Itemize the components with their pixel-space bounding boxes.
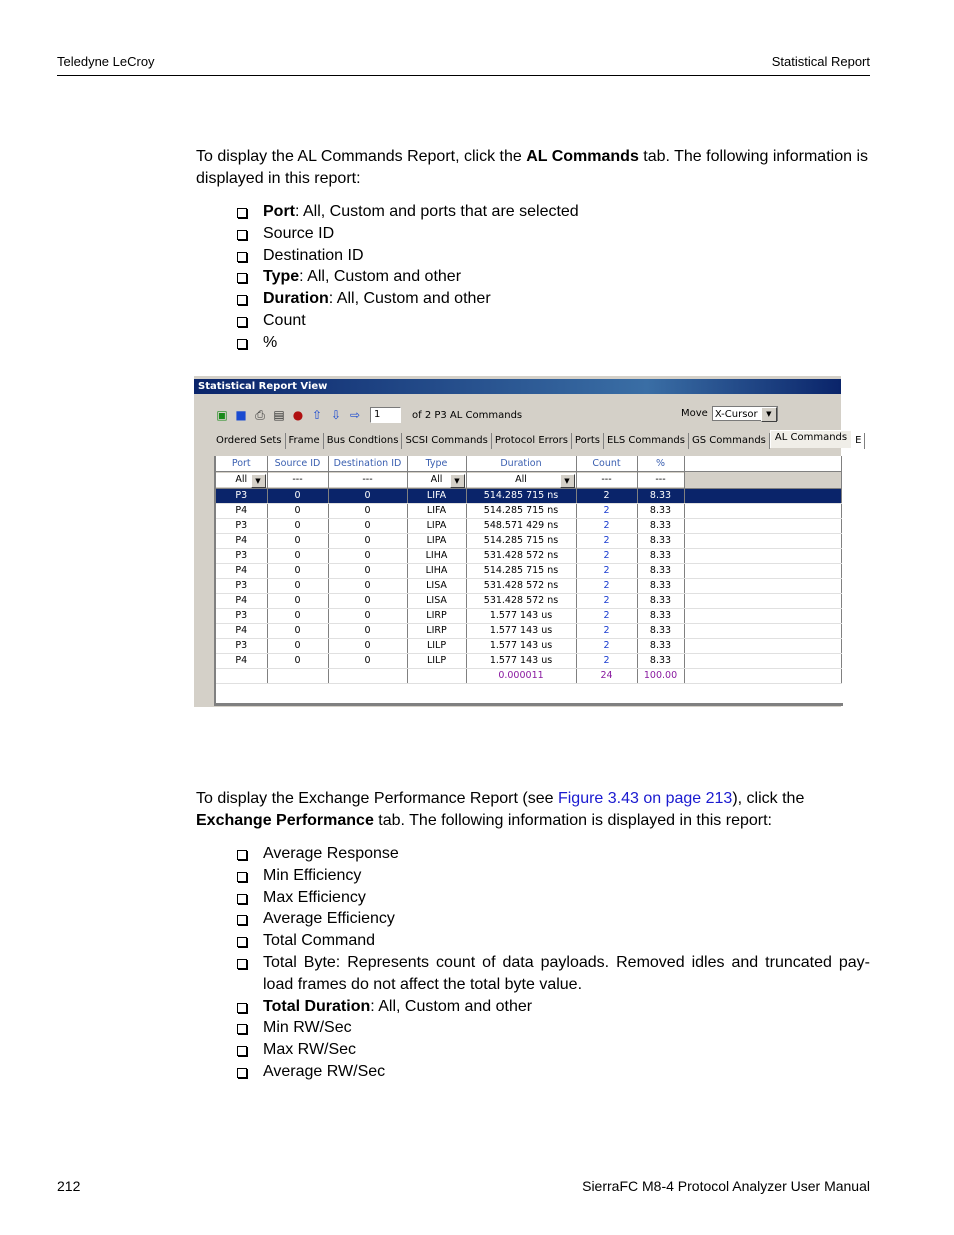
table-cell: 8.33 bbox=[637, 594, 684, 609]
checkbox-bullet-icon bbox=[237, 1024, 247, 1034]
filter-row bbox=[216, 472, 841, 489]
table-cell: 2 bbox=[576, 504, 637, 519]
al-commands-table bbox=[216, 456, 842, 684]
table-cell: LIHA bbox=[407, 564, 466, 579]
tab-ordered-sets[interactable]: Ordered Sets bbox=[213, 433, 286, 449]
tab-bus-condtions[interactable]: Bus Condtions bbox=[324, 433, 403, 449]
table-row[interactable] bbox=[216, 564, 841, 579]
list-item-text: : All, Custom and other bbox=[328, 290, 491, 308]
table-cell: 2 bbox=[576, 549, 637, 564]
table-cell: 548.571 429 ns bbox=[466, 519, 576, 534]
checkbox-bullet-icon bbox=[237, 872, 247, 882]
table-cell: 0 bbox=[328, 654, 407, 669]
table-cell: 2 bbox=[576, 609, 637, 624]
table-cell: 8.33 bbox=[637, 489, 684, 504]
table-cell: P3 bbox=[216, 489, 267, 504]
table-cell-empty bbox=[684, 504, 841, 519]
table-cell: LILP bbox=[407, 654, 466, 669]
checkbox-bullet-icon bbox=[237, 1003, 247, 1013]
chevron-down-icon[interactable]: ▼ bbox=[761, 407, 777, 422]
table-cell: 531.428 572 ns bbox=[466, 549, 576, 564]
list-item bbox=[237, 266, 877, 288]
table-cell: 2 bbox=[576, 594, 637, 609]
table-cell: 0 bbox=[328, 549, 407, 564]
checkbox-bullet-icon bbox=[237, 339, 247, 349]
table-cell: P4 bbox=[216, 594, 267, 609]
total-cell bbox=[216, 669, 267, 684]
checkbox-bullet-icon bbox=[237, 317, 247, 327]
arrow-right-icon[interactable]: ⇨ bbox=[349, 408, 361, 422]
table-row[interactable] bbox=[216, 549, 841, 564]
tab-gs-commands[interactable]: GS Commands bbox=[689, 433, 770, 449]
exchange-intro-bold: Exchange Performance bbox=[196, 812, 374, 829]
table-cell: 0 bbox=[328, 579, 407, 594]
tab-els-commands[interactable]: ELS Commands bbox=[604, 433, 689, 449]
list-item-text: Max RW/Sec bbox=[263, 1041, 357, 1059]
table-header-row bbox=[216, 456, 841, 472]
filter-select[interactable] bbox=[408, 473, 466, 487]
checkbox-bullet-icon bbox=[237, 273, 247, 283]
statistical-report-window bbox=[194, 376, 862, 707]
list-item-text: Average Efficiency bbox=[263, 910, 395, 928]
table-cell: LIRP bbox=[407, 624, 466, 639]
filter-select[interactable] bbox=[329, 473, 407, 487]
list-item bbox=[237, 952, 870, 996]
export-icon[interactable]: ▣ bbox=[216, 408, 228, 422]
table-cell: P3 bbox=[216, 609, 267, 624]
list-item-text: Count bbox=[263, 311, 306, 329]
table-cell: 0 bbox=[328, 489, 407, 504]
column-header[interactable]: Destination ID bbox=[328, 456, 407, 472]
checkbox-bullet-icon bbox=[237, 295, 247, 305]
list-item bbox=[237, 332, 877, 354]
table-cell: 2 bbox=[576, 654, 637, 669]
table-cell: 514.285 715 ns bbox=[466, 489, 576, 504]
column-header-empty bbox=[684, 456, 841, 472]
list-item bbox=[237, 1017, 870, 1039]
table-cell: 0 bbox=[267, 489, 328, 504]
list-item-text: : All, Custom and other bbox=[299, 268, 462, 286]
checkbox-bullet-icon bbox=[237, 894, 247, 904]
total-cell bbox=[407, 669, 466, 684]
list-item bbox=[237, 245, 877, 267]
table-cell: 0 bbox=[328, 564, 407, 579]
move-label: Move bbox=[681, 408, 708, 419]
table-row[interactable] bbox=[216, 519, 841, 534]
filter-value: --- bbox=[601, 474, 612, 485]
header-section-title: Statistical Report bbox=[771, 54, 870, 69]
table-cell: 2 bbox=[576, 534, 637, 549]
table-cell: 2 bbox=[576, 519, 637, 534]
table-cell: 8.33 bbox=[637, 534, 684, 549]
table-cell: 0 bbox=[328, 594, 407, 609]
checkbox-bullet-icon bbox=[237, 937, 247, 947]
table-cell: 0 bbox=[328, 534, 407, 549]
table-cell: 0 bbox=[267, 639, 328, 654]
filter-select[interactable] bbox=[467, 473, 576, 487]
al-bullet-list bbox=[237, 201, 877, 354]
list-item-text: Min RW/Sec bbox=[263, 1019, 352, 1037]
table-cell: 0 bbox=[267, 624, 328, 639]
toolbar bbox=[214, 406, 522, 424]
table-cell: 1.577 143 us bbox=[466, 654, 576, 669]
list-item-text: Total Command bbox=[263, 932, 376, 950]
filter-cell bbox=[267, 472, 328, 489]
table-row[interactable] bbox=[216, 654, 841, 669]
table-cell-empty bbox=[684, 654, 841, 669]
list-item bbox=[237, 310, 877, 332]
filter-cell bbox=[466, 472, 576, 489]
table-cell: P3 bbox=[216, 519, 267, 534]
column-header[interactable]: Count bbox=[576, 456, 637, 472]
table-cell-empty bbox=[684, 639, 841, 654]
chevron-down-icon[interactable]: ▼ bbox=[450, 474, 465, 488]
exchange-intro-paragraph bbox=[196, 788, 876, 832]
list-item bbox=[237, 887, 870, 909]
table-row[interactable] bbox=[216, 504, 841, 519]
list-item-text: Average RW/Sec bbox=[263, 1062, 386, 1080]
filter-cell bbox=[216, 472, 267, 489]
list-item-text: : All, Custom and ports that are selected bbox=[295, 203, 579, 220]
tab-e[interactable]: E bbox=[852, 433, 865, 449]
save-icon[interactable]: ■ bbox=[235, 408, 247, 422]
table-cell: 0 bbox=[267, 504, 328, 519]
total-cell bbox=[328, 669, 407, 684]
arrow-up-icon[interactable]: ⇧ bbox=[311, 408, 323, 422]
table-cell: P4 bbox=[216, 534, 267, 549]
chevron-down-icon[interactable]: ▼ bbox=[560, 474, 575, 488]
table-cell: 0 bbox=[328, 504, 407, 519]
table-cell: 2 bbox=[576, 639, 637, 654]
table-cell: 514.285 715 ns bbox=[466, 564, 576, 579]
table-row[interactable] bbox=[216, 489, 841, 504]
table-cell: 0 bbox=[328, 624, 407, 639]
table-cell: 2 bbox=[576, 489, 637, 504]
table-cell: 0 bbox=[267, 579, 328, 594]
table-cell: 0 bbox=[267, 549, 328, 564]
filter-value: --- bbox=[655, 474, 666, 485]
total-cell: 0.000011 bbox=[466, 669, 576, 684]
filter-cell bbox=[576, 472, 637, 489]
table-cell: LIHA bbox=[407, 549, 466, 564]
table-cell-empty bbox=[684, 534, 841, 549]
move-select-value: X-Cursor bbox=[714, 409, 758, 420]
table-cell: 0 bbox=[267, 594, 328, 609]
filter-select[interactable] bbox=[216, 473, 267, 487]
list-item bbox=[237, 843, 870, 865]
header-company: Teledyne LeCroy bbox=[57, 54, 155, 69]
total-cell-empty bbox=[684, 669, 841, 684]
figure-link[interactable]: Figure 3.43 on page 213 bbox=[557, 790, 733, 807]
total-row bbox=[216, 669, 841, 684]
table-row[interactable] bbox=[216, 609, 841, 624]
list-item-text: Destination ID bbox=[263, 246, 364, 264]
total-cell: 24 bbox=[576, 669, 637, 684]
table-cell: 8.33 bbox=[637, 549, 684, 564]
tab-scsi-commands[interactable]: SCSI Commands bbox=[402, 433, 491, 449]
table-cell: 8.33 bbox=[637, 504, 684, 519]
table-cell: LILP bbox=[407, 639, 466, 654]
table-cell: P3 bbox=[216, 549, 267, 564]
filter-value: --- bbox=[362, 474, 373, 485]
checkbox-bullet-icon bbox=[237, 1068, 247, 1078]
table-cell: 531.428 572 ns bbox=[466, 594, 576, 609]
table-cell: 0 bbox=[328, 519, 407, 534]
table-cell: LIRP bbox=[407, 609, 466, 624]
list-item-text: Source ID bbox=[263, 224, 335, 242]
list-item-term: Total Duration bbox=[263, 997, 371, 1015]
checkbox-bullet-icon bbox=[237, 208, 247, 218]
list-item bbox=[237, 865, 870, 887]
list-item-text: % bbox=[263, 333, 278, 351]
move-control bbox=[681, 406, 778, 421]
column-header[interactable]: Type bbox=[407, 456, 466, 472]
table-row[interactable] bbox=[216, 534, 841, 549]
table-row[interactable] bbox=[216, 624, 841, 639]
checkbox-bullet-icon bbox=[237, 1046, 247, 1056]
list-item-text: Average Response bbox=[263, 845, 399, 862]
checkbox-bullet-icon bbox=[237, 850, 247, 860]
filter-cell bbox=[328, 472, 407, 489]
report-grid bbox=[214, 456, 843, 706]
table-row[interactable] bbox=[216, 594, 841, 609]
list-item-term: Duration bbox=[263, 290, 329, 308]
tab-frame[interactable]: Frame bbox=[286, 433, 324, 449]
filter-value: All bbox=[515, 474, 527, 485]
al-intro-paragraph bbox=[196, 146, 876, 190]
table-cell: LIFA bbox=[407, 489, 466, 504]
table-cell: 2 bbox=[576, 564, 637, 579]
exchange-bullet-list bbox=[237, 843, 870, 1083]
color-palette-icon[interactable]: ● bbox=[292, 408, 304, 422]
table-cell-empty bbox=[684, 594, 841, 609]
header-rule bbox=[57, 75, 870, 76]
table-cell: 2 bbox=[576, 579, 637, 594]
table-cell: P4 bbox=[216, 624, 267, 639]
list-item bbox=[237, 996, 870, 1018]
print-icon[interactable]: ⎙ bbox=[255, 408, 265, 422]
al-intro-bold: AL Commands bbox=[526, 148, 639, 165]
list-item-text: Total Byte: Represents count of data payloads. Removed idles and truncated pay-load frames do not affect the total byte value. bbox=[263, 953, 870, 993]
column-header[interactable]: Port bbox=[216, 456, 267, 472]
table-cell: LISA bbox=[407, 579, 466, 594]
list-item-text: Min Efficiency bbox=[263, 866, 362, 884]
column-header[interactable]: % bbox=[637, 456, 684, 472]
table-cell: 0 bbox=[328, 609, 407, 624]
table-cell-empty bbox=[684, 624, 841, 639]
table-cell: 8.33 bbox=[637, 639, 684, 654]
total-cell: 100.00 bbox=[637, 669, 684, 684]
table-cell: LIPA bbox=[407, 519, 466, 534]
table-cell: 2 bbox=[576, 624, 637, 639]
checkbox-bullet-icon bbox=[237, 252, 247, 262]
column-header[interactable]: Duration bbox=[466, 456, 576, 472]
column-header[interactable]: Source ID bbox=[267, 456, 328, 472]
table-cell: 0 bbox=[267, 534, 328, 549]
list-item-text: : All, Custom and other bbox=[370, 997, 533, 1015]
table-cell: 0 bbox=[328, 639, 407, 654]
window-title: Statistical Report View bbox=[194, 379, 841, 394]
table-cell: P3 bbox=[216, 639, 267, 654]
table-cell: LISA bbox=[407, 594, 466, 609]
table-cell: P3 bbox=[216, 579, 267, 594]
table-cell-empty bbox=[684, 564, 841, 579]
arrow-down-icon[interactable]: ⇩ bbox=[330, 408, 342, 422]
exchange-intro-post: tab. The following information is displayed in this report: bbox=[373, 812, 772, 829]
table-cell: 1.577 143 us bbox=[466, 624, 576, 639]
filter-cell bbox=[407, 472, 466, 489]
table-cell: 0 bbox=[267, 564, 328, 579]
table-cell: P4 bbox=[216, 564, 267, 579]
table-row[interactable] bbox=[216, 579, 841, 594]
total-cell bbox=[267, 669, 328, 684]
table-cell: 514.285 715 ns bbox=[466, 504, 576, 519]
table-cell: 531.428 572 ns bbox=[466, 579, 576, 594]
table-cell: P4 bbox=[216, 504, 267, 519]
list-item bbox=[237, 1039, 870, 1061]
exchange-intro-pre: To display the Exchange Performance Report (see bbox=[196, 790, 558, 807]
filter-select[interactable] bbox=[577, 473, 637, 487]
table-cell-empty bbox=[684, 579, 841, 594]
table-cell: P4 bbox=[216, 654, 267, 669]
table-cell: 8.33 bbox=[637, 654, 684, 669]
list-item-term: Type bbox=[263, 268, 300, 286]
filter-select[interactable] bbox=[638, 473, 684, 487]
print-preview-icon[interactable]: ▤ bbox=[273, 408, 285, 422]
checkbox-bullet-icon bbox=[237, 230, 247, 240]
page-number: 212 bbox=[57, 1178, 81, 1194]
table-cell-empty bbox=[684, 519, 841, 534]
table-cell: 1.577 143 us bbox=[466, 639, 576, 654]
page-info-text: of 2 P3 AL Commands bbox=[412, 409, 523, 421]
list-item bbox=[237, 288, 877, 310]
checkbox-bullet-icon bbox=[237, 915, 247, 925]
list-item bbox=[237, 908, 870, 930]
exchange-intro-mid: ), click the bbox=[732, 790, 805, 807]
filter-cell bbox=[637, 472, 684, 489]
list-item-term: Port bbox=[263, 203, 295, 220]
table-cell: 514.285 715 ns bbox=[466, 534, 576, 549]
filter-select[interactable] bbox=[268, 473, 328, 487]
al-intro-post: tab. The following information is displayed in this report: bbox=[196, 148, 868, 187]
table-cell-empty bbox=[684, 489, 841, 504]
table-cell: 8.33 bbox=[637, 609, 684, 624]
chevron-down-icon[interactable]: ▼ bbox=[251, 474, 266, 488]
page-input[interactable]: 1 bbox=[370, 407, 401, 423]
filter-value: All bbox=[430, 474, 443, 485]
filter-value: --- bbox=[292, 474, 303, 485]
list-item bbox=[237, 930, 870, 952]
filter-cell-empty bbox=[684, 472, 841, 489]
table-cell: 8.33 bbox=[637, 519, 684, 534]
list-item-text: Max Efficiency bbox=[263, 888, 366, 906]
table-cell-empty bbox=[684, 549, 841, 564]
table-cell: 0 bbox=[267, 654, 328, 669]
report-tabs bbox=[213, 433, 865, 449]
filter-value: All bbox=[235, 474, 248, 485]
table-row[interactable] bbox=[216, 639, 841, 654]
manual-title: SierraFC M8-4 Protocol Analyzer User Manual bbox=[582, 1178, 870, 1194]
tab-al-commands[interactable]: AL Commands bbox=[770, 430, 852, 448]
move-select[interactable] bbox=[712, 406, 778, 421]
checkbox-bullet-icon bbox=[237, 959, 247, 969]
tab-protocol-errors[interactable]: Protocol Errors bbox=[492, 433, 572, 449]
table-cell: 8.33 bbox=[637, 564, 684, 579]
table-cell-empty bbox=[684, 609, 841, 624]
table-cell: 1.577 143 us bbox=[466, 609, 576, 624]
table-cell: LIFA bbox=[407, 504, 466, 519]
table-cell: LIPA bbox=[407, 534, 466, 549]
list-item bbox=[237, 201, 877, 223]
tab-ports[interactable]: Ports bbox=[572, 433, 604, 449]
al-intro-pre: To display the AL Commands Report, click the bbox=[196, 148, 527, 165]
table-cell: 8.33 bbox=[637, 579, 684, 594]
list-item bbox=[237, 223, 877, 245]
table-cell: 0 bbox=[267, 519, 328, 534]
table-cell: 0 bbox=[267, 609, 328, 624]
table-cell: 8.33 bbox=[637, 624, 684, 639]
list-item bbox=[237, 1061, 870, 1083]
